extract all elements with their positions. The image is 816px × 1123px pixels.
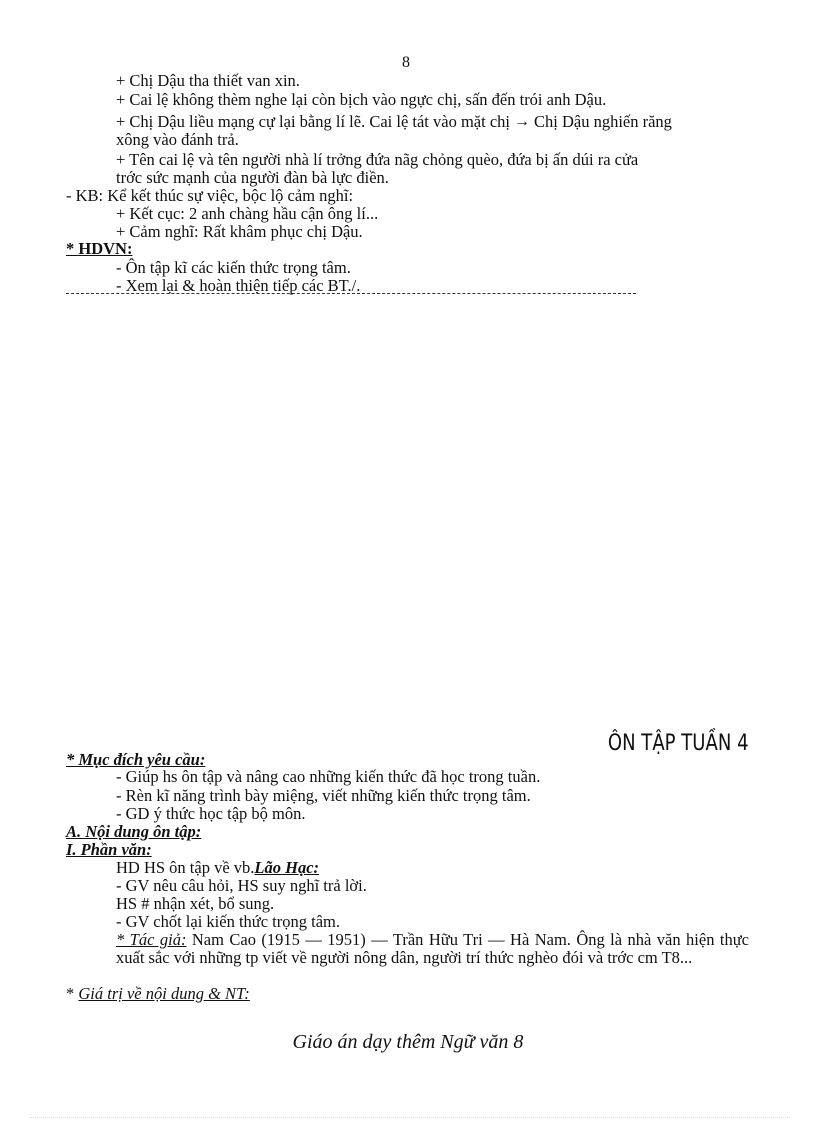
text-line: - KB: Kể kết thúc sự việc, bộc lộ cảm nghĩ: [66,186,354,205]
text-line: - Xem lại & hoàn thiện tiếp các BT./. [116,276,361,295]
text-line: xông vào đánh trả. [116,130,239,149]
text-line: - GD ý thức học tập bộ môn. [116,804,306,823]
text-line: - Ôn tập kĩ các kiến thức trọng tâm. [116,258,351,277]
section-heading-line [66,985,250,1003]
section-heading: * Mục đích yêu cầu: [66,750,206,769]
text-line: trớc sức mạnh của người đàn bà lực điền. [116,168,389,187]
work-title: Lão Hạc: [254,858,320,877]
page-number: 8 [402,54,410,71]
section-title: ÔN TẬP TUẦN 4 [608,731,749,756]
text-segment: Chị Dậu nghiến răng [533,112,672,131]
text-line: + Cai lệ không thèm nghe lại còn bịch vào ngực chị, sấn đến trói anh Dậu. [116,90,607,109]
text-line: - Rèn kĩ năng trình bày miệng, viết những kiến thức trọng tâm. [116,786,531,805]
section-heading: Giá trị về nội dung & NT: [78,984,250,1003]
text-line: + Kết cục: 2 anh chàng hầu cận ông lí... [116,204,379,223]
arrow-right-icon: → [513,113,530,130]
text-line: + Cảm nghĩ: Rất khâm phục chị Dậu. [116,222,363,241]
author-text: Nam Cao (1915 — 1951) — Trần Hữu Tri — Hà Nam. Ông là nhà văn hiện thực xuất sắc với những tp viết về người nông dân, người trí thức nghèo đói và trớc cm T8... [116,930,749,967]
text-line [116,113,672,131]
text-line: HS # nhận xét, bổ sung. [116,894,275,913]
text-line: + Tên cai lệ và tên người nhà lí trởng đứa nãg chỏng quèo, đứa bị ấn dúi ra cửa [116,150,639,169]
text-line: - GV nêu câu hỏi, HS suy nghĩ trả lời. [116,876,367,895]
text-line: + Chị Dậu tha thiết van xin. [116,71,300,90]
dashed-divider [66,293,636,294]
text-segment: * [66,984,79,1003]
text-line: - Giúp hs ôn tập và nâng cao những kiến thức đã học trong tuần. [116,767,541,786]
page-bottom-rule [30,1117,790,1118]
text-segment: + Chị Dậu liều mạng cự lại bằng lí lẽ. Cai lệ tát vào mặt chị [116,112,510,131]
text-line: - GV chốt lại kiến thức trọng tâm. [116,912,341,931]
section-heading: I. Phần văn: [66,840,152,859]
text-line [116,859,319,877]
author-label: * Tác giả: [116,930,187,949]
page-footer: Giáo án dạy thêm Ngữ văn 8 [292,1031,524,1053]
text-segment: HD HS ôn tập về vb. [116,858,255,877]
author-paragraph [116,931,749,967]
section-heading: * HDVN: [66,239,133,258]
section-heading: A. Nội dung ôn tập: [66,822,202,841]
